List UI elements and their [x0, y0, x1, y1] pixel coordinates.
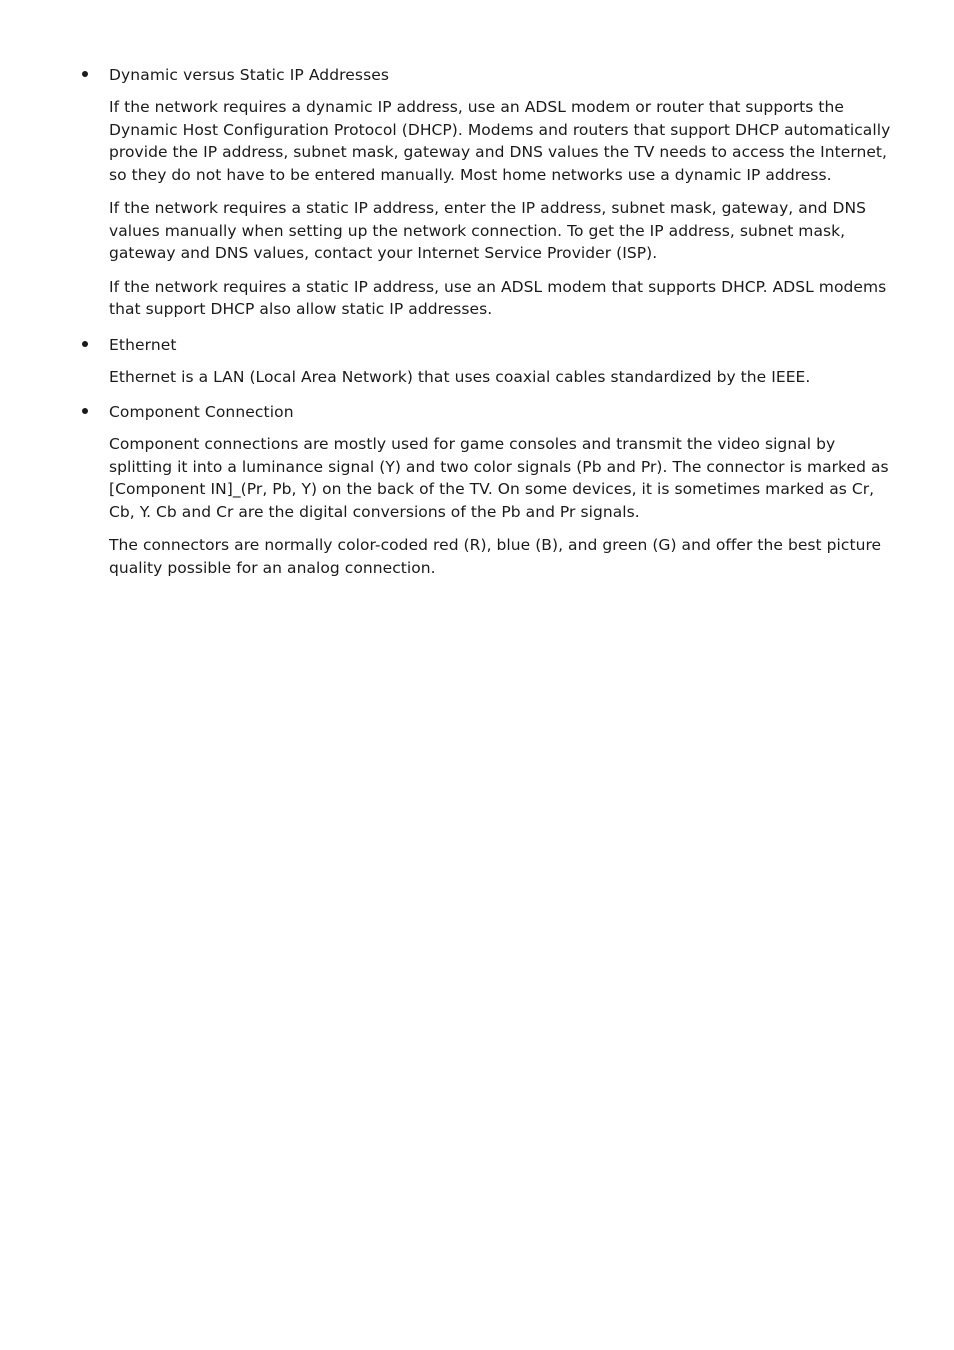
bullet-icon	[82, 341, 88, 347]
paragraph: If the network requires a static IP address, enter the IP address, subnet mask, gateway, and DNS values manually when setting up the network connection. To get the IP address, subnet mask, gateway and DNS values, contact your Internet Service Provider (ISP).	[109, 199, 867, 262]
paragraph: Component connections are mostly used for game consoles and transmit the video signal by splitting it into a luminance signal (Y) and two color signals (Pb and Pr). The connector is marked as [Component IN]_(Pr, Pb, Y) on the back of the TV. On some devices, it is sometimes marked as Cr, Cb, Y. Cb and Cr are the digital conversions of the Pb and Pr signals.	[109, 435, 889, 521]
section-dynamic-static-ip	[0, 62, 899, 321]
paragraph: Ethernet is a LAN (Local Area Network) that uses coaxial cables standardized by the IEEE.	[109, 367, 811, 386]
section-ethernet	[0, 332, 899, 389]
section-title: Dynamic versus Static IP Addresses	[109, 66, 390, 84]
section-title: Component Connection	[109, 403, 294, 421]
paragraph: If the network requires a static IP address, use an ADSL modem that supports DHCP. ADSL modems that support DHCP also allow static IP addresses.	[109, 277, 887, 318]
paragraph: If the network requires a dynamic IP address, use an ADSL modem or router that supports the Dynamic Host Configuration Protocol (DHCP). Modems and routers that support DHCP automatically provide the IP address, subnet mask, gateway and DNS values the TV needs to access the Internet, so they do not have to be entered manually. Most home networks use a dynamic IP address.	[109, 98, 891, 184]
section-title: Ethernet	[109, 335, 177, 354]
bullet-icon	[82, 71, 88, 77]
bullet-icon	[82, 408, 88, 414]
section-component-connection	[0, 399, 899, 579]
paragraph: The connectors are normally color-coded red (R), blue (B), and green (G) and offer the best picture quality possible for an analog connection.	[109, 536, 882, 577]
document-page	[0, 62, 954, 590]
